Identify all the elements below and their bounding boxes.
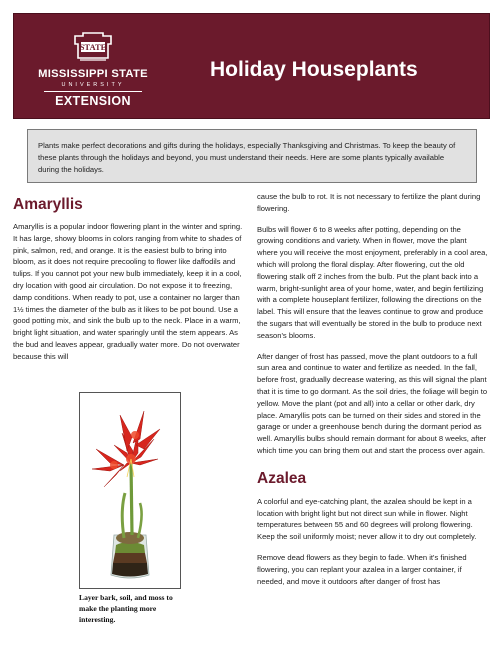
msu-extension-logo bbox=[32, 32, 154, 106]
emblem-text: STATE bbox=[79, 42, 107, 53]
azalea-paragraph-2: Remove dead flowers as they begin to fade. When it's finished flowering, you can replant your azalea in a larger container, if needed, and move it outdoors after danger of frost has bbox=[257, 552, 467, 586]
page-title: Holiday Houseplants bbox=[210, 58, 418, 81]
amaryllis-paragraph-1: Amaryllis is a popular indoor flowering plant in the winter and spring. It has large, showy blooms in colors ranging from white to shades of pink, salmon, red, and orange. It is the easiest bulb to bring into bloom, as it does not require precooling to flower like daffodils and tulips. If you cannot pot your new bulb immediately, keep it in a cool, dry location with good air circulation. Do not expose it to freezing, damp conditions. When ready to pot, use a container no larger than 1½ times the diameter of the bulb as it likes to be pot bound. Use a good potting mix, and sink the bulb up to the neck. Place in a warm, bright light situation, and water sparingly until the stem appears. As the bud and leaves appear, gradually water more. Do not overwater because this will bbox=[13, 222, 243, 361]
logo-university-word: UNIVERSITY bbox=[61, 82, 125, 88]
intro-box: Plants make perfect decorations and gifts during the holidays, especially Thanksgiving and Christmas. To keep the beauty of these plants through the holidays and beyond, you must understand their needs. Here are some plants typically available during the holidays. bbox=[27, 129, 477, 183]
logo-extension-word: EXTENSION bbox=[55, 94, 131, 108]
state-emblem-icon bbox=[71, 32, 115, 62]
azalea-heading: Azalea bbox=[257, 469, 307, 487]
logo-divider bbox=[44, 91, 142, 92]
left-column bbox=[13, 196, 247, 363]
right-column bbox=[257, 191, 489, 587]
amaryllis-plant-image bbox=[80, 393, 180, 588]
logo-university-name: MISSISSIPPI STATE bbox=[38, 68, 148, 80]
photo-caption: Layer bark, soil, and moss to make the planting more interesting. bbox=[79, 593, 173, 624]
amaryllis-paragraph-1-continued: cause the bulb to rot. It is not necessary to fertilize the plant during flowering. bbox=[257, 192, 481, 213]
header-banner bbox=[13, 13, 490, 119]
azalea-paragraph-1: A colorful and eye-catching plant, the azalea should be kept in a location with bright light but not direct sun while in flower. Night temperatures between 55 and 60 degrees will prolong flowering. Keep the soil uniformly moist; never allow it to dry out completely. bbox=[257, 496, 477, 542]
amaryllis-heading: Amaryllis bbox=[13, 196, 83, 213]
amaryllis-paragraph-2: Bulbs will flower 6 to 8 weeks after potting, depending on the growing conditions and variety. When in flower, move the plant where you will receive the most enjoyment, preferably in a cool area, which will prolong the floral display. After flowering, cut the old flowering stalk off 2 inches from the bulb. Put the plant back into a warm, bright-sunlight area of your home, water, and begin fertilizing with a complete houseplant fertilizer, following the directions on the label. This will ensure that the leaves continue to grow and produce the sugars that will eventually be stored in the bulb to produce next season's blooms. bbox=[257, 224, 488, 340]
amaryllis-paragraph-3: After danger of frost has passed, move the plant outdoors to a full sun area and continue to water and fertilize as needed. In the fall, before frost, gradually decrease watering, as this will signal the plant that it is time to go dormant. As the soil dries, the foliage will begin to yellow. Move the plant (pot and all) into a cellar or other dark, dry place. Amaryllis pots can be turned on their sides and stored in the garage or under a greenhouse bench during the dormant period as well. Amaryllis bulbs should remain dormant for about 8 weeks, after which time you can bring them out and start the process over again. bbox=[257, 351, 488, 455]
amaryllis-photo bbox=[79, 392, 181, 589]
